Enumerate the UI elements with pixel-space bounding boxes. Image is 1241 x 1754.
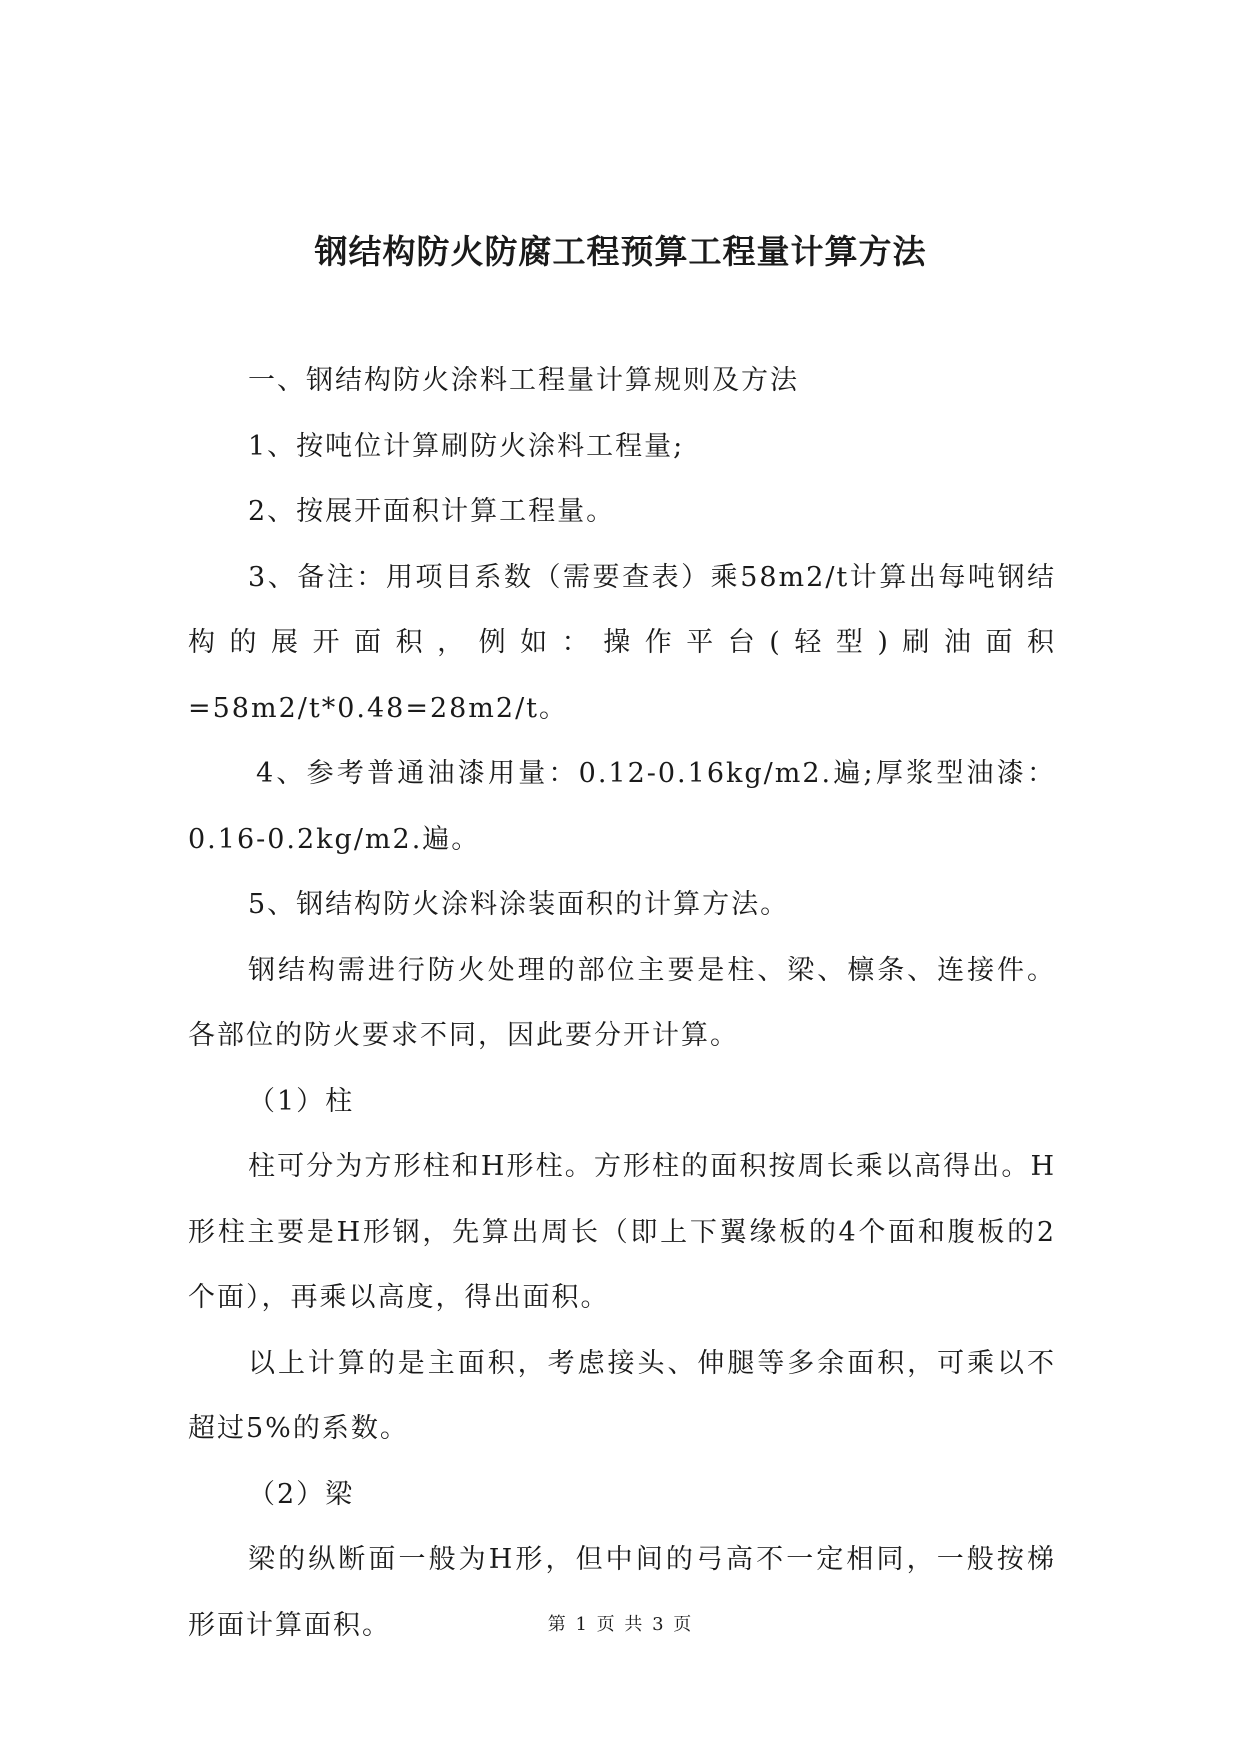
list-item: 3、备注：用项目系数（需要查表）乘58m2/t计算出每吨钢结构的展开面积，例如：操作平台(轻型)刷油面积=58m2/t*0.48=28m2/t。 — [188, 561, 1056, 724]
list-item: 1、按吨位计算刷防火涂料工程量; — [248, 430, 685, 462]
body-paragraph: 柱可分为方形柱和H形柱。方形柱的面积按周长乘以高得出。H形柱主要是H形钢，先算出周长（即上下翼缘板的4个面和腹板的2个面），再乘以高度，得出面积。 — [188, 1151, 1056, 1313]
body-paragraph: 钢结构需进行防火处理的部位主要是柱、梁、檩条、连接件。各部位的防火要求不同，因此要分开计算。 — [188, 954, 1056, 1051]
list-item: 2、按展开面积计算工程量。 — [248, 496, 616, 527]
section-heading: 一、钢结构防火涂料工程量计算规则及方法 — [248, 365, 799, 396]
document-title: 钢结构防火防腐工程预算工程量计算方法 — [314, 232, 927, 271]
page-footer: 第 1 页 共 3 页 — [547, 1614, 694, 1635]
body-paragraph: 以上计算的是主面积，考虑接头、伸腿等多余面积，可乘以不超过5%的系数。 — [188, 1347, 1056, 1444]
subsection-heading: （2）梁 — [248, 1478, 355, 1510]
list-item: 4、参考普通油漆用量：0.12-0.16kg/m2.遍;厚浆型油漆：0.16-0.2kg/m2.遍。 — [188, 758, 1056, 855]
body-paragraph: 梁的纵断面一般为H形，但中间的弓高不一定相同，一般按梯形面计算面积。 — [188, 1544, 1056, 1641]
subsection-heading: （1）柱 — [248, 1085, 355, 1117]
list-item: 5、钢结构防火涂料涂装面积的计算方法。 — [248, 889, 790, 920]
document-body — [188, 348, 1056, 1658]
